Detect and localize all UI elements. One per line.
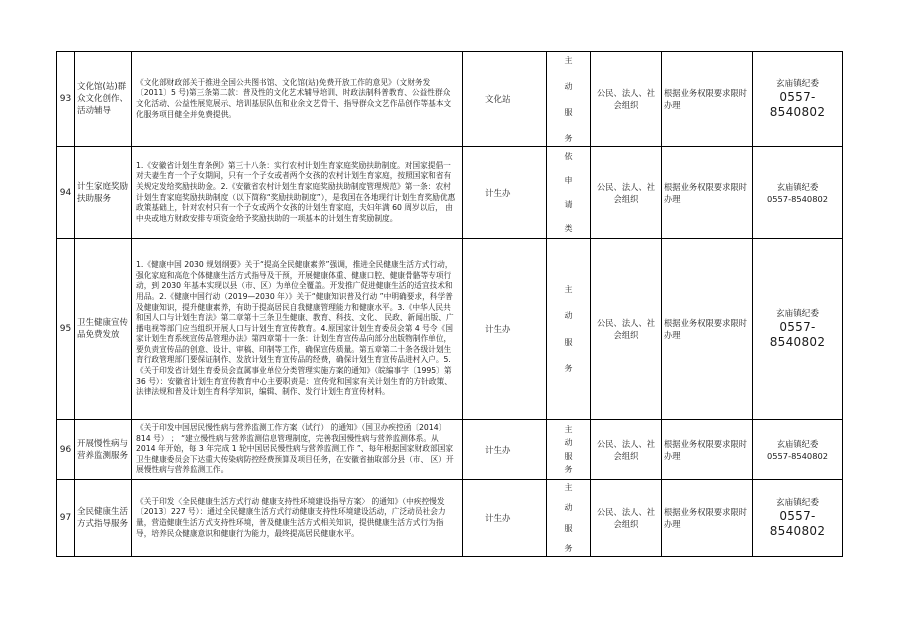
legal-basis: 1.《健康中国 2030 规划纲要》关于“提高全民健康素养”强调，推进全民健康生活方式行动，强化家庭和高危个体健康生活方式指导及干预，开展健康体重、健康口腔、健康骨骼等专项行动，到 2030 年基本实现以县（市、区）为单位全覆盖。开发推广促进健康生活的适宜技术和用品。2.《健康中国行动（2019—2030 年）》关于“健康知识普及行动 ”中明确要求，科学普及健康知识，提升健康素养，有助于提高居民自我健康管理能力和健康水平。3.《中华人民共和国人口与计划生育法》第二章第十三条卫生健康、教育、科技、文化、 民政、新闻出版、广播电视等部门应当组织开展人口与计划生育宣传教育。4.原国家计划生育委员会第 4 号令《国家计划生育系统宣传品管理办法》第四章第十一条：计划生育宣传品向部分出版物制作单位，要负责宣传品的创意、设计、审稿、印制等工作，确保宣传质量。第五章第二十条各级计划生育行政管理部门要保证制作、发放计划生育宣传品的经费，确保计划生育宣传品进村入户。5.《关于印发省计划生育委员会直属事业单位分类管理实施方案的通知》（皖编事字〔1995〕第 36 号）：安徽省计划生育宣传教育中心主要职责是：宣传党和国家有关计划生育的方针政策、法律法规和普及计划生育科学知识，编辑、制作、发行计划生育宣传材料。 (132, 239, 463, 420)
table-row (57, 239, 843, 420)
supervisor-org: 玄庙镇纪委 (776, 438, 819, 449)
service-category (547, 480, 591, 557)
service-object: 公民、法人、社会组织 (591, 420, 662, 480)
legal-basis: 1.《安徽省计划生育条例》第三十八条：实行农村计划生育家庭奖励扶助制度。对国家提倡一对夫妻生育一个子女期间，只有一个子女或者两个女孩的农村计划生育家庭，按照国家和省有关规定发给奖励扶助金。2.《安徽省农村计划生育家庭奖励扶助制度管理规范》第一条：农村计划生育家庭奖励扶助制度（以下简称“奖励扶助制度”），是我国在各地现行计划生育奖励优惠政策基础上，针对农村只有一个子女或两个女孩的计划生育家庭，夫妇年满 60 周岁以后， 由中央或地方财政安排专项资金给予奖励扶助的一项基本的计划生育奖励制度。 (132, 147, 463, 239)
table-row (57, 147, 843, 239)
category-char: 务 (564, 133, 573, 143)
supervisor-phone: 0557-8540802 (766, 193, 829, 204)
category-char: 服 (564, 107, 573, 117)
services-table (56, 51, 843, 557)
supervision (753, 147, 843, 239)
supervisor-phone: 0557-8540802 (769, 509, 826, 538)
time-limit: 根据业务权限要求限时办理 (662, 420, 753, 480)
service-category (547, 239, 591, 420)
category-char: 依 (564, 151, 573, 161)
service-category (547, 420, 591, 480)
time-limit: 根据业务权限要求限时办理 (662, 239, 753, 420)
time-limit: 根据业务权限要求限时办理 (662, 147, 753, 239)
time-limit: 根据业务权限要求限时办理 (662, 480, 753, 557)
category-char: 主 (564, 483, 573, 492)
legal-basis: 《关于印发中国居民慢性病与营养监测工作方案（试行） 的通知》（国卫办疾控函〔2014〕814 号） ； “建立慢性病与营养监测信息管理制度，完善我国慢性病与营养监测体系。从 2014 年开始，每 3 年完成 1 轮中国居民慢性病与营养监测工作 ”、每年根据国家财政部国家卫生健康委员会下达重大传染病防控经费预算及项目任务，在安徽省抽取部分县（市、 区）开展慢性病与营养监测工作。 (132, 420, 463, 480)
table-row (57, 52, 843, 147)
supervisor-phone: 0557-8540802 (769, 90, 826, 119)
category-char: 主 (564, 285, 573, 294)
department: 计生办 (463, 420, 547, 480)
category-char: 务 (564, 363, 573, 373)
category-char: 类 (564, 224, 573, 234)
service-name: 卫生健康宣传品免费发放 (75, 239, 132, 420)
department: 文化站 (463, 52, 547, 147)
category-char: 务 (564, 465, 573, 475)
category-char: 动 (564, 311, 573, 321)
table-row (57, 420, 843, 480)
category-char: 主 (564, 424, 573, 434)
legal-basis: 《文化部财政部关于推进全国公共图书馆、文化馆(站)免费开放工作的意见》（文财务发〔2011〕5 号)第三条第二款：普及性的文化艺术辅导培训、时政法制科普教育、公益性群众文化活动、公益性展览展示、培训基层队伍和业余文艺骨干、指导群众文艺作品创作等基本文化服务项目健全并免费提供。 (132, 52, 463, 147)
category-char: 动 (564, 503, 573, 513)
service-category (547, 52, 591, 147)
supervision (753, 420, 843, 480)
row-number: 97 (57, 480, 75, 557)
supervision (753, 52, 843, 147)
category-char: 服 (564, 451, 573, 461)
category-char: 服 (564, 337, 573, 347)
department: 计生办 (463, 147, 547, 239)
service-object: 公民、法人、社会组织 (591, 52, 662, 147)
department: 计生办 (463, 480, 547, 557)
category-char: 务 (564, 543, 573, 553)
category-char: 申 (564, 175, 573, 185)
table-row (57, 480, 843, 557)
supervisor-phone: 0557-8540802 (766, 450, 829, 461)
category-char: 主 (564, 55, 573, 65)
service-object: 公民、法人、社会组织 (591, 147, 662, 239)
supervision (753, 239, 843, 420)
supervisor-org: 玄庙镇纪委 (776, 498, 819, 508)
supervisor-phone: 0557-8540802 (769, 320, 826, 349)
service-name: 文化馆(站)群众文化创作、活动辅导 (75, 52, 132, 147)
row-number: 96 (57, 420, 75, 480)
supervisor-org: 玄庙镇纪委 (776, 79, 819, 89)
category-char: 动 (564, 438, 573, 448)
category-char: 请 (564, 200, 573, 210)
supervisor-org: 玄庙镇纪委 (776, 309, 819, 319)
department: 计生办 (463, 239, 547, 420)
supervision (753, 480, 843, 557)
service-object: 公民、法人、社会组织 (591, 239, 662, 420)
service-object: 公民、法人、社会组织 (591, 480, 662, 557)
row-number: 94 (57, 147, 75, 239)
row-number: 95 (57, 239, 75, 420)
service-name: 计生家庭奖励扶助服务 (75, 147, 132, 239)
supervisor-org: 玄庙镇纪委 (776, 181, 819, 192)
legal-basis: 《关于印发〈全民健康生活方式行动 健康支持性环境建设指导方案〉 的通知》（中疾控慢发〔2013〕227 号）：通过全民健康生活方式行动健康支持性环境建设活动，广泛动员社会力量，营造健康生活方式支持性环境，普及健康生活方式相关知识，提供健康生活方式行为指导，培养民众健康意识和健康行为能力，最终提高居民健康水平。 (132, 480, 463, 557)
row-number: 93 (57, 52, 75, 147)
category-char: 服 (564, 523, 573, 533)
service-name: 开展慢性病与营养监测服务 (75, 420, 132, 480)
service-category (547, 147, 591, 239)
time-limit: 根据业务权限要求限时办理 (662, 52, 753, 147)
category-char: 动 (564, 81, 573, 91)
service-name: 全民健康生活方式指导服务 (75, 480, 132, 557)
